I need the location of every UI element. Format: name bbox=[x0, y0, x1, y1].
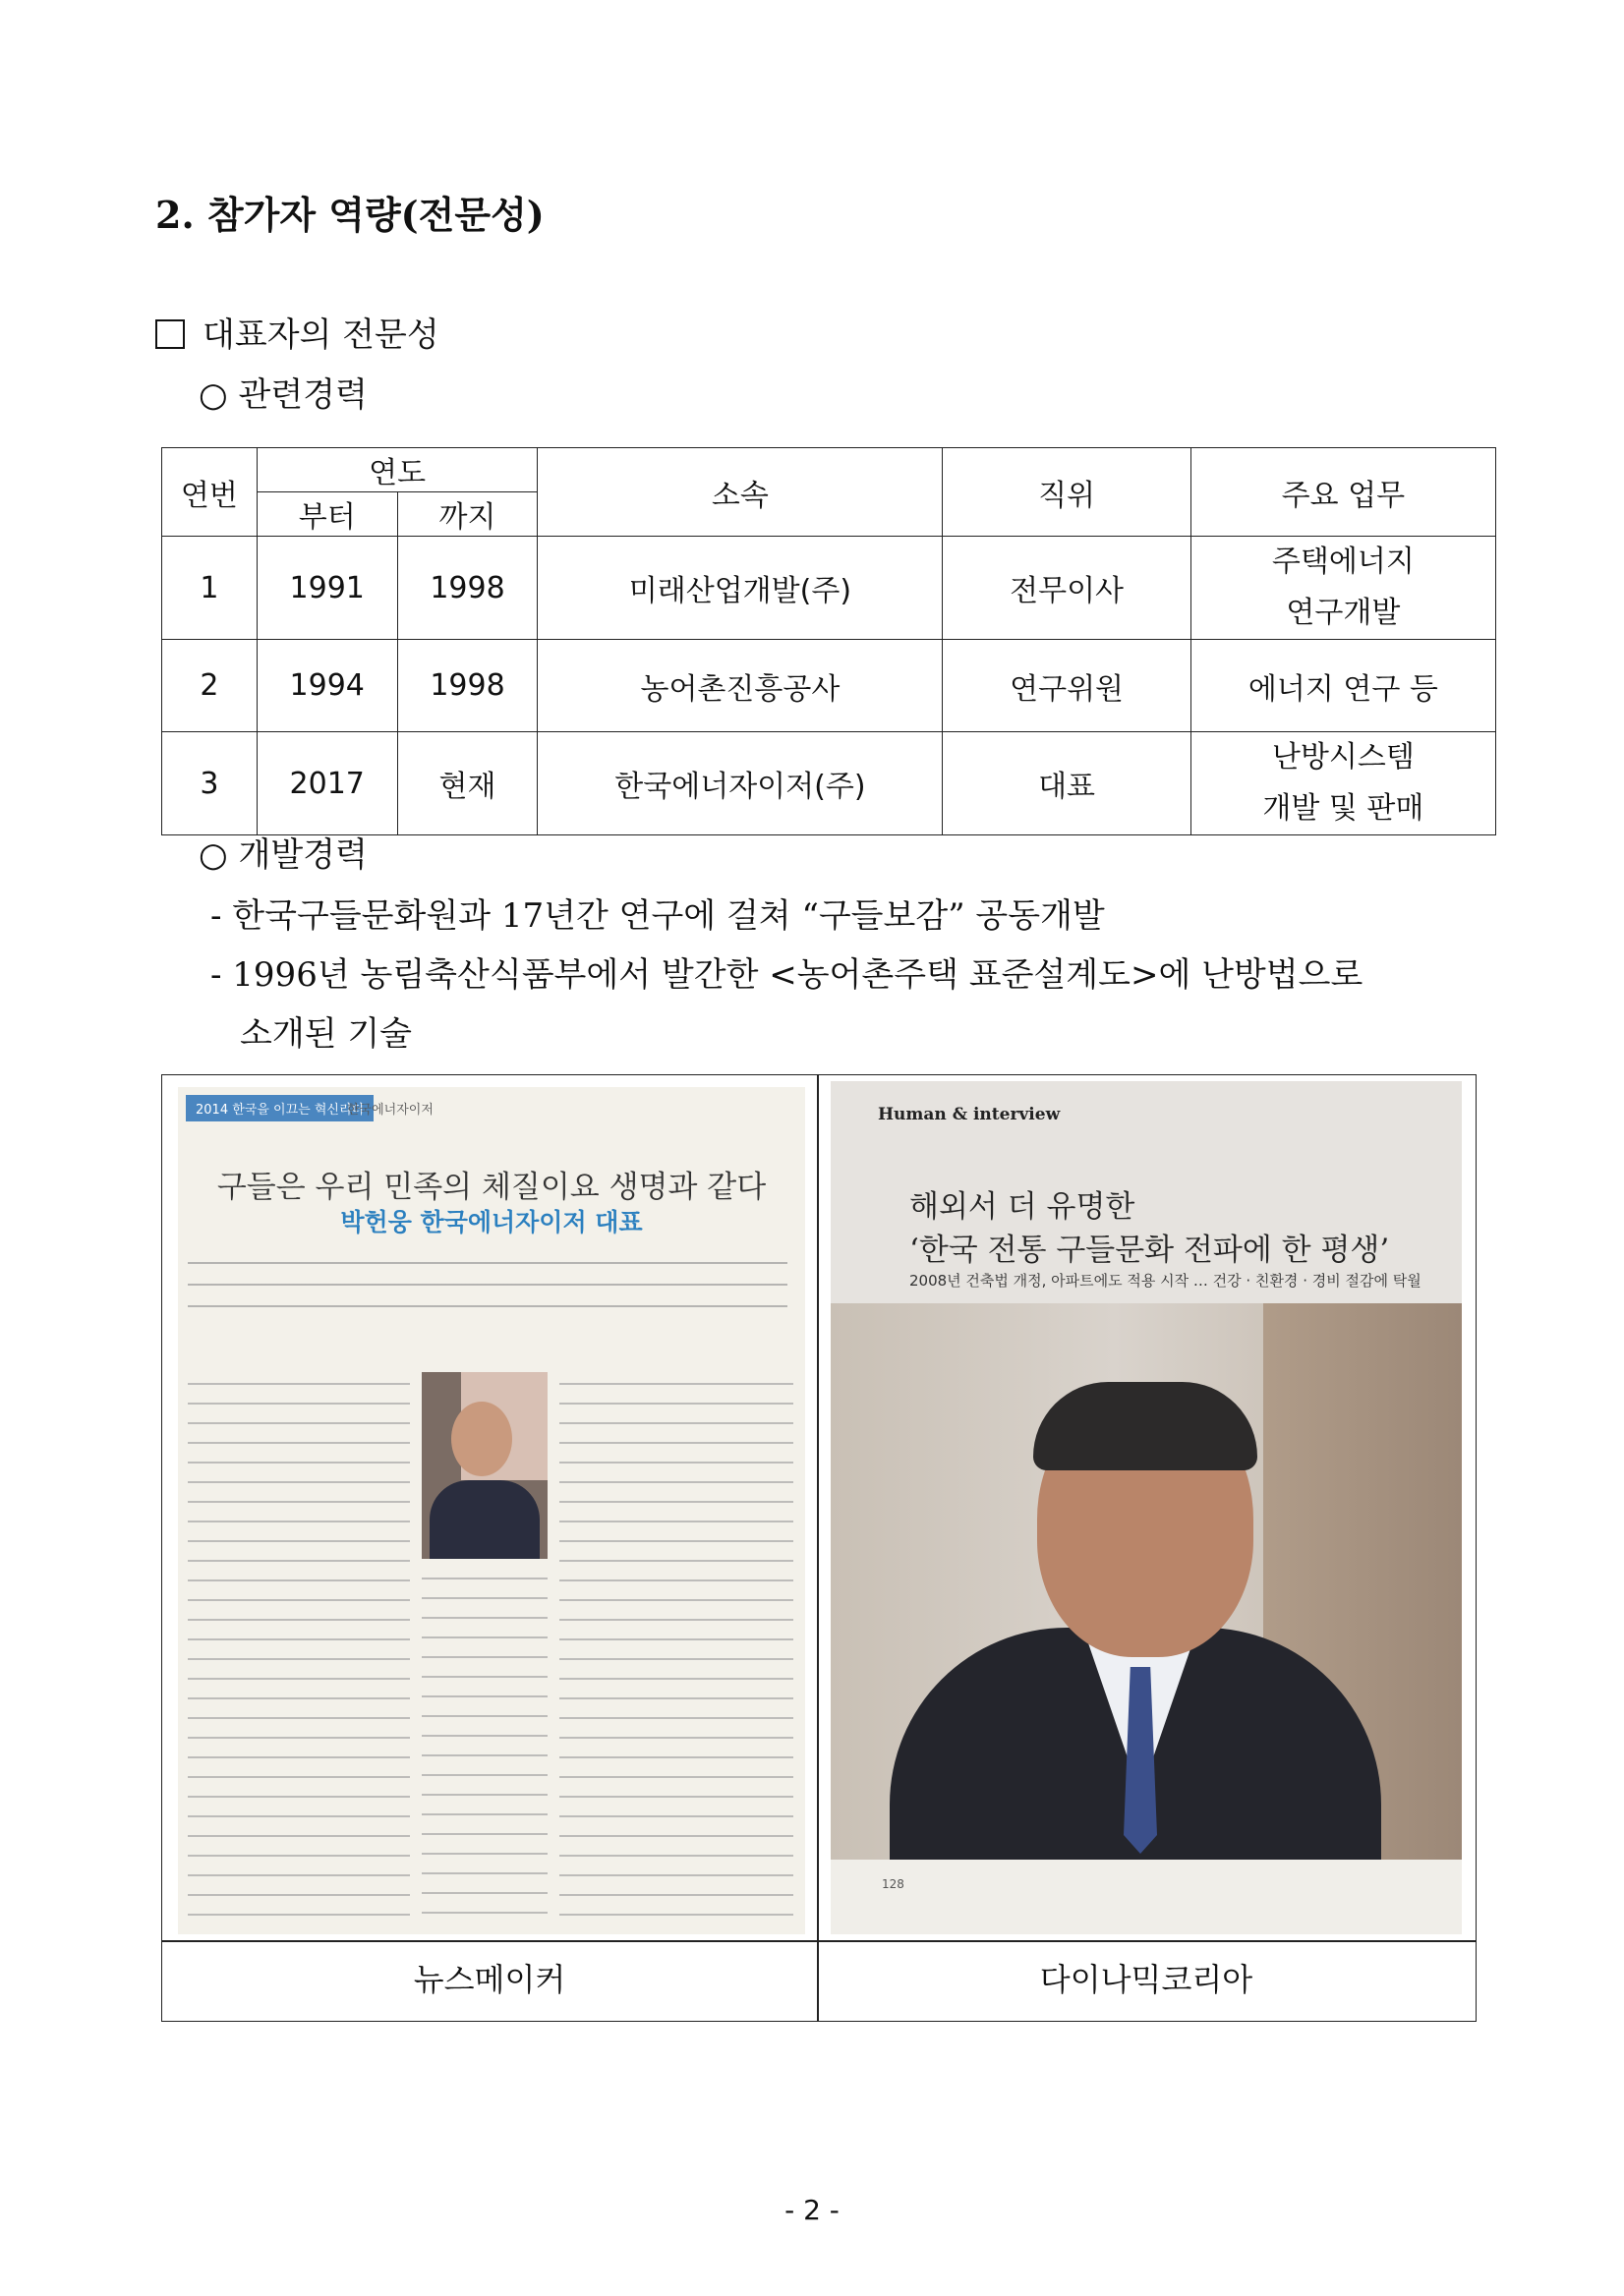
clip-text-column bbox=[559, 1374, 793, 1924]
cell-org: 한국에너자이저(주) bbox=[538, 732, 943, 835]
page-number: - 2 - bbox=[784, 2194, 840, 2226]
cell-org: 미래산업개발(주) bbox=[538, 537, 943, 640]
development-item: 소개된 기술 bbox=[240, 1014, 413, 1054]
cell-duty-line2: 연구개발 bbox=[1286, 596, 1401, 630]
table-row bbox=[162, 732, 1496, 835]
clip-tag: 2014 한국을 이끄는 혁신리더 bbox=[186, 1095, 374, 1121]
photo-suit bbox=[430, 1480, 540, 1559]
magazine-subtitle: 2008년 건축법 개정, 아파트에도 적용 시작 … 건강 · 친환경 · 경비 절감에 탁월 bbox=[909, 1272, 1421, 1290]
cell-from: 1991 bbox=[257, 537, 397, 640]
header-position: 직위 bbox=[943, 448, 1190, 537]
cell-to: 1998 bbox=[397, 640, 538, 732]
career-heading: ○ 관련경력 bbox=[199, 375, 368, 415]
clip-subhead: 박헌웅 한국에너자이저 대표 bbox=[340, 1208, 643, 1236]
clip-text-column bbox=[422, 1569, 548, 1924]
clip-intro-text bbox=[188, 1254, 787, 1317]
cell-duty-line1: 주택에너지 bbox=[1271, 545, 1415, 579]
photo-face bbox=[451, 1402, 512, 1476]
table-row bbox=[162, 537, 1496, 640]
subsection-heading bbox=[155, 308, 439, 356]
caption-left: 뉴스메이커 bbox=[413, 1961, 566, 1998]
header-org: 소속 bbox=[538, 448, 943, 537]
column-divider bbox=[817, 1075, 819, 2021]
caption-right: 다이나믹코리아 bbox=[1039, 1961, 1253, 1998]
subsection-label: 대표자의 전문성 bbox=[203, 316, 439, 355]
cell-org: 농어촌진흥공사 bbox=[538, 640, 943, 732]
dynamic-korea-clipping bbox=[831, 1081, 1462, 1934]
checkbox-icon bbox=[155, 319, 185, 349]
clip-tag-company: 한국에너자이저 bbox=[347, 1103, 434, 1118]
header-from: 부터 bbox=[257, 492, 397, 537]
cell-no: 1 bbox=[162, 537, 258, 640]
cell-duty-line2: 개발 및 판매 bbox=[1262, 791, 1424, 826]
cell-duty bbox=[1190, 537, 1495, 640]
magazine-header: Human & interview bbox=[878, 1105, 1061, 1124]
cell-duty bbox=[1190, 732, 1495, 835]
interview-photo bbox=[831, 1303, 1462, 1860]
cell-position: 전무이사 bbox=[943, 537, 1190, 640]
header-no: 연번 bbox=[162, 448, 258, 537]
cell-duty: 에너지 연구 등 bbox=[1190, 640, 1495, 732]
press-clippings bbox=[161, 1074, 1477, 2022]
magazine-page-number: 128 bbox=[882, 1877, 904, 1891]
section-title: 2. 참가자 역량(전문성) bbox=[155, 193, 545, 237]
cell-from: 1994 bbox=[257, 640, 397, 732]
magazine-footer bbox=[831, 1860, 1462, 1934]
development-item: - 한국구들문화원과 17년간 연구에 걸쳐 “구들보감” 공동개발 bbox=[210, 896, 1105, 936]
header-to: 까지 bbox=[397, 492, 538, 537]
magazine-title-line1: 해외서 더 유명한 bbox=[909, 1189, 1135, 1225]
career-table bbox=[161, 447, 1496, 835]
clip-headline: 구들은 우리 민족의 체질이요 생명과 같다 bbox=[216, 1170, 767, 1205]
development-heading: ○ 개발경력 bbox=[199, 835, 368, 875]
cell-position: 대표 bbox=[943, 732, 1190, 835]
cell-no: 3 bbox=[162, 732, 258, 835]
newsmaker-clipping bbox=[178, 1087, 805, 1934]
cell-to: 1998 bbox=[397, 537, 538, 640]
caption-divider bbox=[162, 1940, 1476, 1942]
photo-hair bbox=[1033, 1382, 1257, 1470]
portrait-photo bbox=[422, 1372, 548, 1559]
cell-from: 2017 bbox=[257, 732, 397, 835]
table-row bbox=[162, 640, 1496, 732]
cell-no: 2 bbox=[162, 640, 258, 732]
cell-position: 연구위원 bbox=[943, 640, 1190, 732]
cell-duty-line1: 난방시스템 bbox=[1271, 740, 1415, 775]
clip-text-column bbox=[188, 1374, 410, 1924]
header-duty: 주요 업무 bbox=[1190, 448, 1495, 537]
development-item: - 1996년 농림축산식품부에서 발간한 <농어촌주택 표준설계도>에 난방법으로 bbox=[210, 955, 1363, 995]
magazine-title-line2: ‘한국 전통 구들문화 전파에 한 평생’ bbox=[909, 1233, 1390, 1268]
header-year: 연도 bbox=[257, 448, 538, 492]
cell-to: 현재 bbox=[397, 732, 538, 835]
